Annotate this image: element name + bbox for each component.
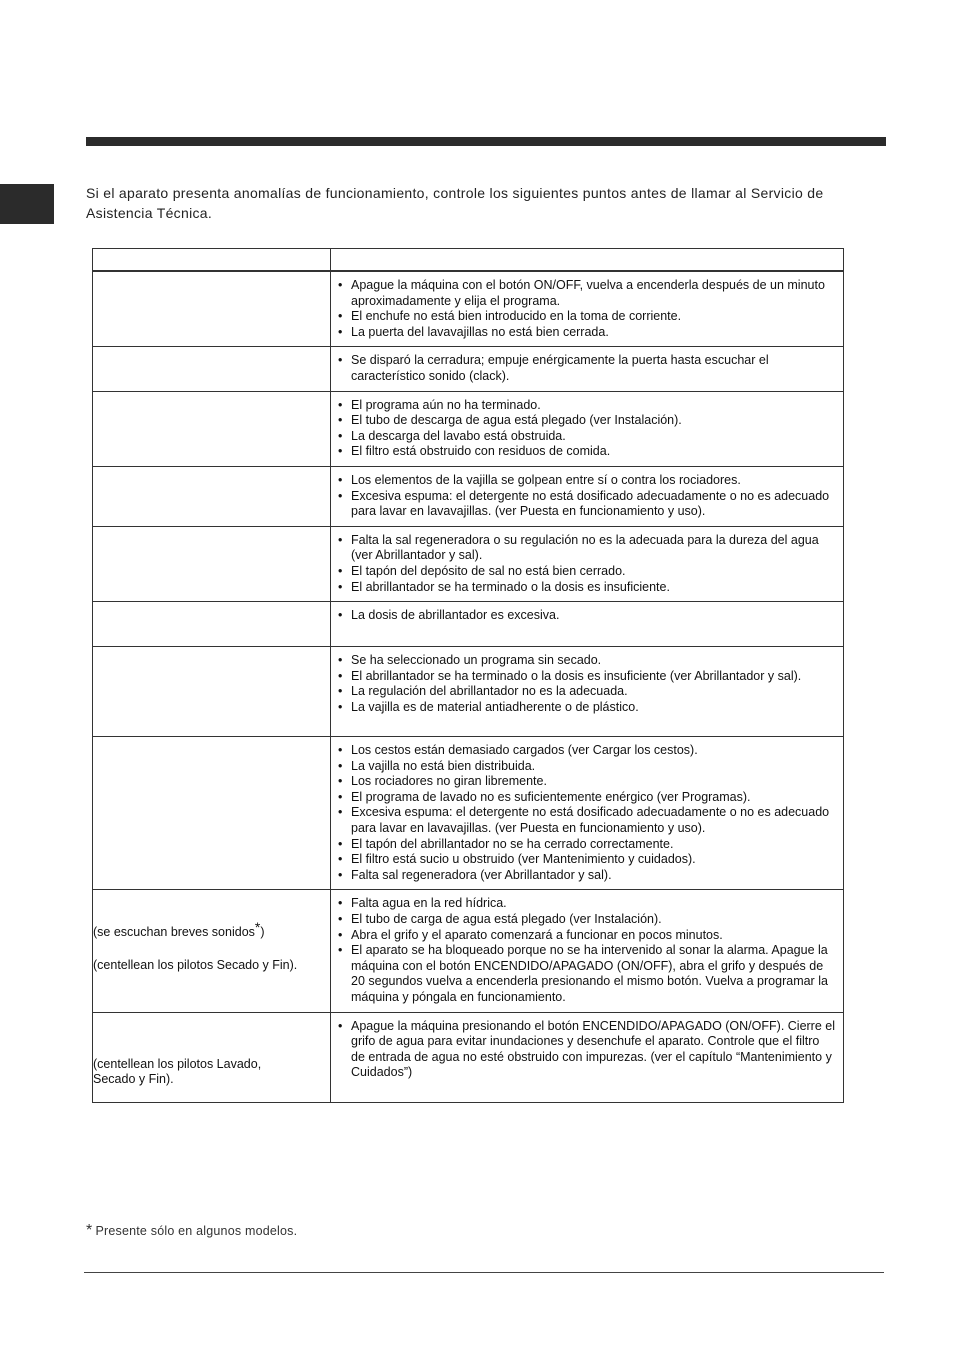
cause-item: • Se ha seleccionado un programa sin secado. (338, 653, 602, 668)
causes-list (331, 392, 843, 466)
cause-item: • El abrillantador se ha terminado o la dosis es insuficiente. (338, 579, 670, 594)
causes-list (331, 347, 843, 390)
cause-item: • Los cestos están demasiado cargados (ver Cargar los cestos). (338, 743, 698, 758)
footnote-text: Presente sólo en algunos modelos. (95, 1224, 298, 1238)
anomaly-note: (se escuchan breves sonidos*) (93, 919, 265, 940)
asterisk-icon: * (86, 1222, 93, 1239)
language-side-tab (0, 184, 54, 224)
bullet-icon: • (338, 309, 343, 324)
cause-item: • El tapón del abrillantador no se ha cerrado correctamente. (338, 836, 674, 851)
bullet-icon: • (338, 699, 343, 714)
cause-item: • El tapón del depósito de sal no está bien cerrado. (338, 563, 626, 578)
cause-item: • Apague la máquina presionando el botón ENCENDIDO/APAGADO (ON/OFF). Cierre el grifo de agua para evitar inundaciones y desenchufe el aparato. Controle que el filtro de entrada de agua no esté obstruido con impurezas. (ver el capítulo “Mantenimiento y Cuidados”) (338, 1018, 835, 1080)
cause-item: • La dosis de abrillantador es excesiva. (338, 608, 560, 623)
cause-item: • El tubo de descarga de agua está plegado (ver Instalación). (338, 413, 682, 428)
anomaly-cell (93, 737, 331, 890)
causes-list (331, 272, 843, 346)
bullet-icon: • (338, 488, 343, 503)
causes-list (331, 647, 843, 721)
causes-cell (331, 1012, 844, 1102)
table-header-row (93, 249, 844, 272)
bullet-icon: • (338, 896, 343, 911)
anomaly-cell (93, 526, 331, 601)
causes-list (331, 737, 843, 889)
anomaly-cell (93, 647, 331, 737)
bullet-icon: • (338, 653, 343, 668)
anomaly-cell (93, 391, 331, 466)
table-row (93, 890, 844, 1012)
cause-item: • Abra el grifo y el aparato comenzará a funcionar en pocos minutos. (338, 927, 723, 942)
anomaly-note: (centellean los pilotos Secado y Fin). (93, 958, 298, 973)
cause-item: • Excesiva espuma: el detergente no está dosificado adecuadamente o no es adecuado para lavar en lavavajillas. (ver Puesta en funcionamiento y uso). (338, 488, 830, 519)
bullet-icon: • (338, 789, 343, 804)
bullet-icon: • (338, 472, 343, 487)
bullet-icon: • (338, 684, 343, 699)
table-row (93, 647, 844, 737)
bullet-icon: • (338, 852, 343, 867)
bullet-icon: • (338, 444, 343, 459)
footnote (86, 1222, 297, 1240)
cause-item: • Falta agua en la red hídrica. (338, 896, 507, 911)
cause-item: • Falta sal regeneradora (ver Abrillantador y sal). (338, 867, 612, 882)
causes-list (331, 1013, 843, 1087)
bullet-icon: • (338, 278, 343, 292)
table-row (93, 347, 844, 391)
bullet-icon: • (338, 532, 343, 547)
causes-cell (331, 647, 844, 737)
footer-rule (84, 1272, 884, 1273)
table-row (93, 466, 844, 526)
bullet-icon: • (338, 758, 343, 773)
cause-item: • El filtro está sucio u obstruido (ver Mantenimiento y cuidados). (338, 852, 696, 867)
cause-item: • El abrillantador se ha terminado o la dosis es insuficiente (ver Abrillantador y sal). (338, 668, 802, 683)
cause-item: • El filtro está obstruido con residuos de comida. (338, 444, 611, 459)
anomaly-cell (93, 271, 331, 347)
bullet-icon: • (338, 428, 343, 443)
bullet-icon: • (338, 413, 343, 428)
causes-list (331, 467, 843, 526)
bullet-icon: • (338, 608, 343, 623)
anomaly-cell (93, 602, 331, 647)
bullet-icon: • (338, 563, 343, 578)
causes-cell (331, 602, 844, 647)
bullet-icon: • (338, 805, 343, 820)
cause-item: • El aparato se ha bloqueado porque no se ha intervenido al sonar la alarma. Apague la máquina con el botón ENCENDIDO/APAGADO (ON/OFF), abra el grifo y después de 20 segundos vuelva a encenderla presionando el mismo botón. Vuelva a programar la máquina y póngala en funcionamiento. (338, 943, 828, 1004)
cause-item: • El programa de lavado no es suficientemente enérgico (ver Programas). (338, 789, 751, 804)
bullet-icon: • (338, 1018, 343, 1033)
causes-cell (331, 391, 844, 466)
table-row (93, 391, 844, 466)
causes-cell (331, 890, 844, 1012)
troubleshooting-table (92, 248, 844, 1103)
cause-item: • La descarga del lavabo está obstruida. (338, 428, 566, 443)
intro-paragraph: Si el aparato presenta anomalías de funcionamiento, controle los siguientes puntos antes de llamar al Servicio de Asistencia Técnica. (86, 185, 824, 221)
bullet-icon: • (338, 774, 343, 789)
table-row (93, 1012, 844, 1102)
bullet-icon: • (338, 397, 343, 412)
cause-item: • El enchufe no está bien introducido en la toma de corriente. (338, 309, 682, 324)
causes-cell (331, 347, 844, 391)
bullet-icon: • (338, 867, 343, 882)
cause-item: • El tubo de carga de agua está plegado (ver Instalación). (338, 912, 662, 927)
table-row (93, 602, 844, 647)
causes-cell (331, 526, 844, 601)
anomaly-cell (93, 890, 331, 1012)
bullet-icon: • (338, 943, 343, 958)
cause-item: • Los elementos de la vajilla se golpean entre sí o contra los rociadores. (338, 472, 741, 487)
bullet-icon: • (338, 353, 343, 368)
bullet-icon: • (338, 324, 343, 339)
anomaly-note: (centellean los pilotos Lavado, Secado y Fin). (93, 1056, 262, 1087)
cause-item: • La regulación del abrillantador no es la adecuada. (338, 684, 628, 699)
table-row (93, 526, 844, 601)
causes-list (331, 890, 843, 1011)
bullet-icon: • (338, 579, 343, 594)
cause-item: • Falta la sal regeneradora o su regulación no es la adecuada para la dureza del agua (ver Abrillantador y sal). (338, 532, 819, 563)
causes-cell (331, 271, 844, 347)
anomaly-cell (93, 347, 331, 391)
causes-cell (331, 737, 844, 890)
cause-item: • La vajilla es de material antiadherente o de plástico. (338, 699, 639, 714)
table-row (93, 737, 844, 890)
cause-item: • El programa aún no ha terminado. (338, 397, 541, 412)
cause-item: • La vajilla no está bien distribuida. (338, 758, 536, 773)
bullet-icon: • (338, 912, 343, 927)
causes-list (331, 602, 843, 630)
anomaly-cell (93, 466, 331, 526)
causes-list (331, 527, 843, 601)
bullet-icon: • (338, 668, 343, 683)
cause-item: • La puerta del lavavajillas no está bien cerrada. (338, 324, 609, 339)
asterisk-icon: * (254, 919, 261, 936)
bullet-icon: • (338, 743, 343, 758)
cause-item: • Se disparó la cerradura; empuje enérgicamente la puerta hasta escuchar el característico sonido (clack). (338, 353, 769, 383)
header-anomaly (93, 249, 331, 272)
bullet-icon: • (338, 836, 343, 851)
causes-cell (331, 466, 844, 526)
anomaly-cell (93, 1012, 331, 1102)
table-row (93, 271, 844, 347)
bullet-icon: • (338, 927, 343, 942)
cause-item: • Los rociadores no giran libremente. (338, 774, 547, 789)
cause-item: • Excesiva espuma: el detergente no está dosificado adecuadamente o no es adecuado para lavar en lavavajillas. (ver Puesta en funcionamiento y uso). (338, 805, 830, 836)
cause-item: • Apague la máquina con el botón ON/OFF, vuelva a encenderla después de un minuto aproximadamente y elija el programa. (338, 278, 825, 308)
section-header-rule (86, 137, 886, 146)
header-causes (331, 249, 844, 272)
